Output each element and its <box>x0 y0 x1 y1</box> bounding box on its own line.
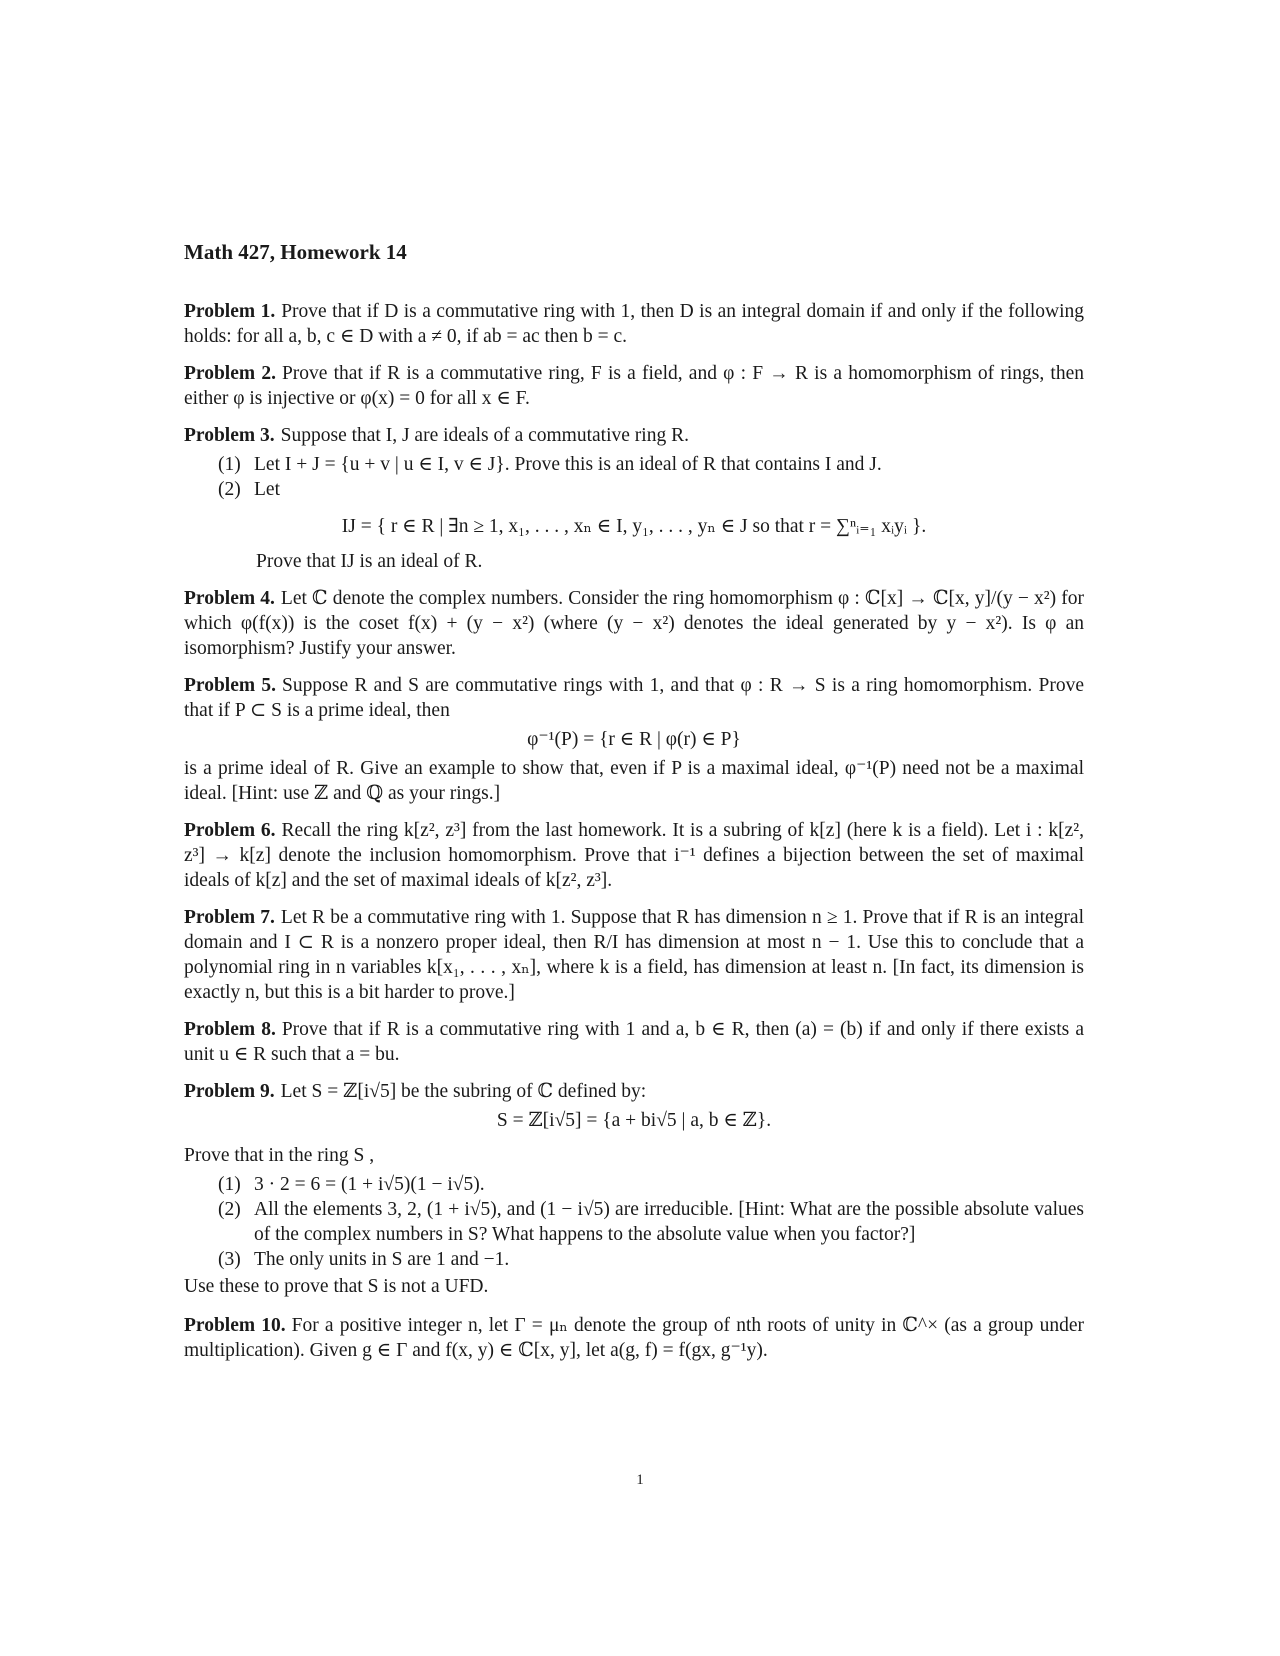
problem-text: Let R be a commutative ring with 1. Suppose that R has dimension n ≥ 1. Prove that if R is an integral domain and I ⊂ R is a nonzero proper ideal, then R/I has dimension at most n − 1. Use this to conclude that a polynomial ring in n variables k[x₁, . . . , xₙ], where k is a field, has dimension at least n. [In fact, its dimension is exactly n, but this is a bit harder to prove.] <box>184 907 1084 1003</box>
list-item-text: Let <box>254 479 280 500</box>
problem-text: Prove that if R is a commutative ring with 1 and a, b ∈ R, then (a) = (b) if and only if there exists a unit u ∈ R such that a = bu. <box>184 1019 1084 1065</box>
list-item-number: (2) <box>218 479 241 500</box>
problem-1 <box>184 299 1084 349</box>
list-item <box>218 477 1084 502</box>
problem-label: Problem 2. <box>184 363 276 384</box>
problem-label: Problem 1. <box>184 301 276 322</box>
problem-3 <box>184 423 1084 448</box>
problem-5-continued: is a prime ideal of R. Give an example to show that, even if P is a maximal ideal, φ⁻¹(P) need not be a maximal ideal. [Hint: use ℤ and ℚ as your rings.] <box>184 758 1084 804</box>
problem-text: For a positive integer n, let Γ = μₙ denote the group of nth roots of unity in ℂ^× (as a group under multiplication). Given g ∈ Γ and f(x, y) ∈ ℂ[x, y], let a(g, f) = f(gx, g⁻¹y). <box>184 1315 1084 1361</box>
list-item <box>218 1247 1084 1272</box>
list-item-text: Let I + J = {u + v | u ∈ I, v ∈ J}. Prove this is an ideal of R that contains I and J. <box>254 454 882 475</box>
list-item-number: (1) <box>218 454 241 475</box>
problem-label: Problem 4. <box>184 588 275 609</box>
list-item-text: The only units in S are 1 and −1. <box>254 1249 510 1270</box>
problem-label: Problem 3. <box>184 425 275 446</box>
page-title: Math 427, Homework 14 <box>184 240 407 264</box>
problem-text: Recall the ring k[z², z³] from the last homework. It is a subring of k[z] (here k is a field). Let i : k[z², z³] → k[z] denote the inclusion homomorphism. Prove that i⁻¹ defines a bijection between the set of maximal ideals of k[z] and the set of maximal ideals of k[z², z³]. <box>184 820 1084 891</box>
homework-content <box>184 240 1084 1375</box>
display-equation-preimage: φ⁻¹(P) = {r ∈ R | φ(r) ∈ P} <box>527 729 741 750</box>
problem-label: Problem 6. <box>184 820 276 841</box>
list-item-text: All the elements 3, 2, (1 + i√5), and (1 − i√5) are irreducible. [Hint: What are the possible absolute values of the complex numbers in S? What happens to the absolute value when you factor?] <box>254 1199 1084 1245</box>
list-item <box>218 452 1084 477</box>
list-item <box>218 1172 1084 1197</box>
problem-6 <box>184 818 1084 893</box>
problem-3-conclusion: Prove that IJ is an ideal of R. <box>256 551 483 572</box>
problem-text: Prove that if R is a commutative ring, F is a field, and φ : F → R is a homomorphism of rings, then either φ is injective or φ(x) = 0 for all x ∈ F. <box>184 363 1084 409</box>
problem-label: Problem 5. <box>184 675 277 696</box>
list-item <box>218 1197 1084 1247</box>
problem-7 <box>184 905 1084 1005</box>
problem-label: Problem 8. <box>184 1019 276 1040</box>
problem-9-intro: Prove that in the ring S , <box>184 1145 375 1166</box>
problem-label: Problem 9. <box>184 1081 275 1102</box>
problem-8 <box>184 1017 1084 1067</box>
list-item-number: (1) <box>218 1174 241 1195</box>
display-equation-ij: IJ = { r ∈ R | ∃n ≥ 1, x₁, . . . , xₙ ∈ I, y₁, . . . , yₙ ∈ J so that r = ∑ⁿᵢ₌₁ xᵢyᵢ }. <box>341 516 927 537</box>
problem-text: Let S = ℤ[i√5] be the subring of ℂ defined by: <box>280 1081 647 1102</box>
problem-4 <box>184 586 1084 661</box>
problem-label: Problem 10. <box>184 1315 286 1336</box>
problem-text: Let ℂ denote the complex numbers. Consider the ring homomorphism φ : ℂ[x] → ℂ[x, y]/(y − x²) for which φ(f(x)) is the coset f(x) + (y − x²) (where (y − x²) denotes the ideal generated by y − x²). Is φ an isomorphism? Justify your answer. <box>184 588 1084 659</box>
problem-3-list <box>184 452 1084 502</box>
list-item-number: (3) <box>218 1249 241 1270</box>
problem-text: Prove that if D is a commutative ring with 1, then D is an integral domain if and only if the following holds: for all a, b, c ∈ D with a ≠ 0, if ab = ac then b = c. <box>184 301 1084 347</box>
display-equation-ring-s: S = ℤ[i√5] = {a + bi√5 | a, b ∈ ℤ}. <box>496 1110 772 1131</box>
problem-5 <box>184 673 1084 723</box>
problem-9-conclusion: Use these to prove that S is not a UFD. <box>184 1276 489 1297</box>
list-item-number: (2) <box>218 1199 241 1220</box>
page-number: 1 <box>636 1472 644 1488</box>
problem-2 <box>184 361 1084 411</box>
problem-label: Problem 7. <box>184 907 275 928</box>
list-item-text: 3 · 2 = 6 = (1 + i√5)(1 − i√5). <box>254 1174 485 1195</box>
problem-9 <box>184 1079 1084 1104</box>
problem-text: Suppose R and S are commutative rings with 1, and that φ : R → S is a ring homomorphism. Prove that if P ⊂ S is a prime ideal, then <box>184 675 1084 721</box>
problem-10 <box>184 1313 1084 1363</box>
problem-9-list <box>184 1172 1084 1272</box>
problem-text: Suppose that I, J are ideals of a commutative ring R. <box>280 425 689 446</box>
